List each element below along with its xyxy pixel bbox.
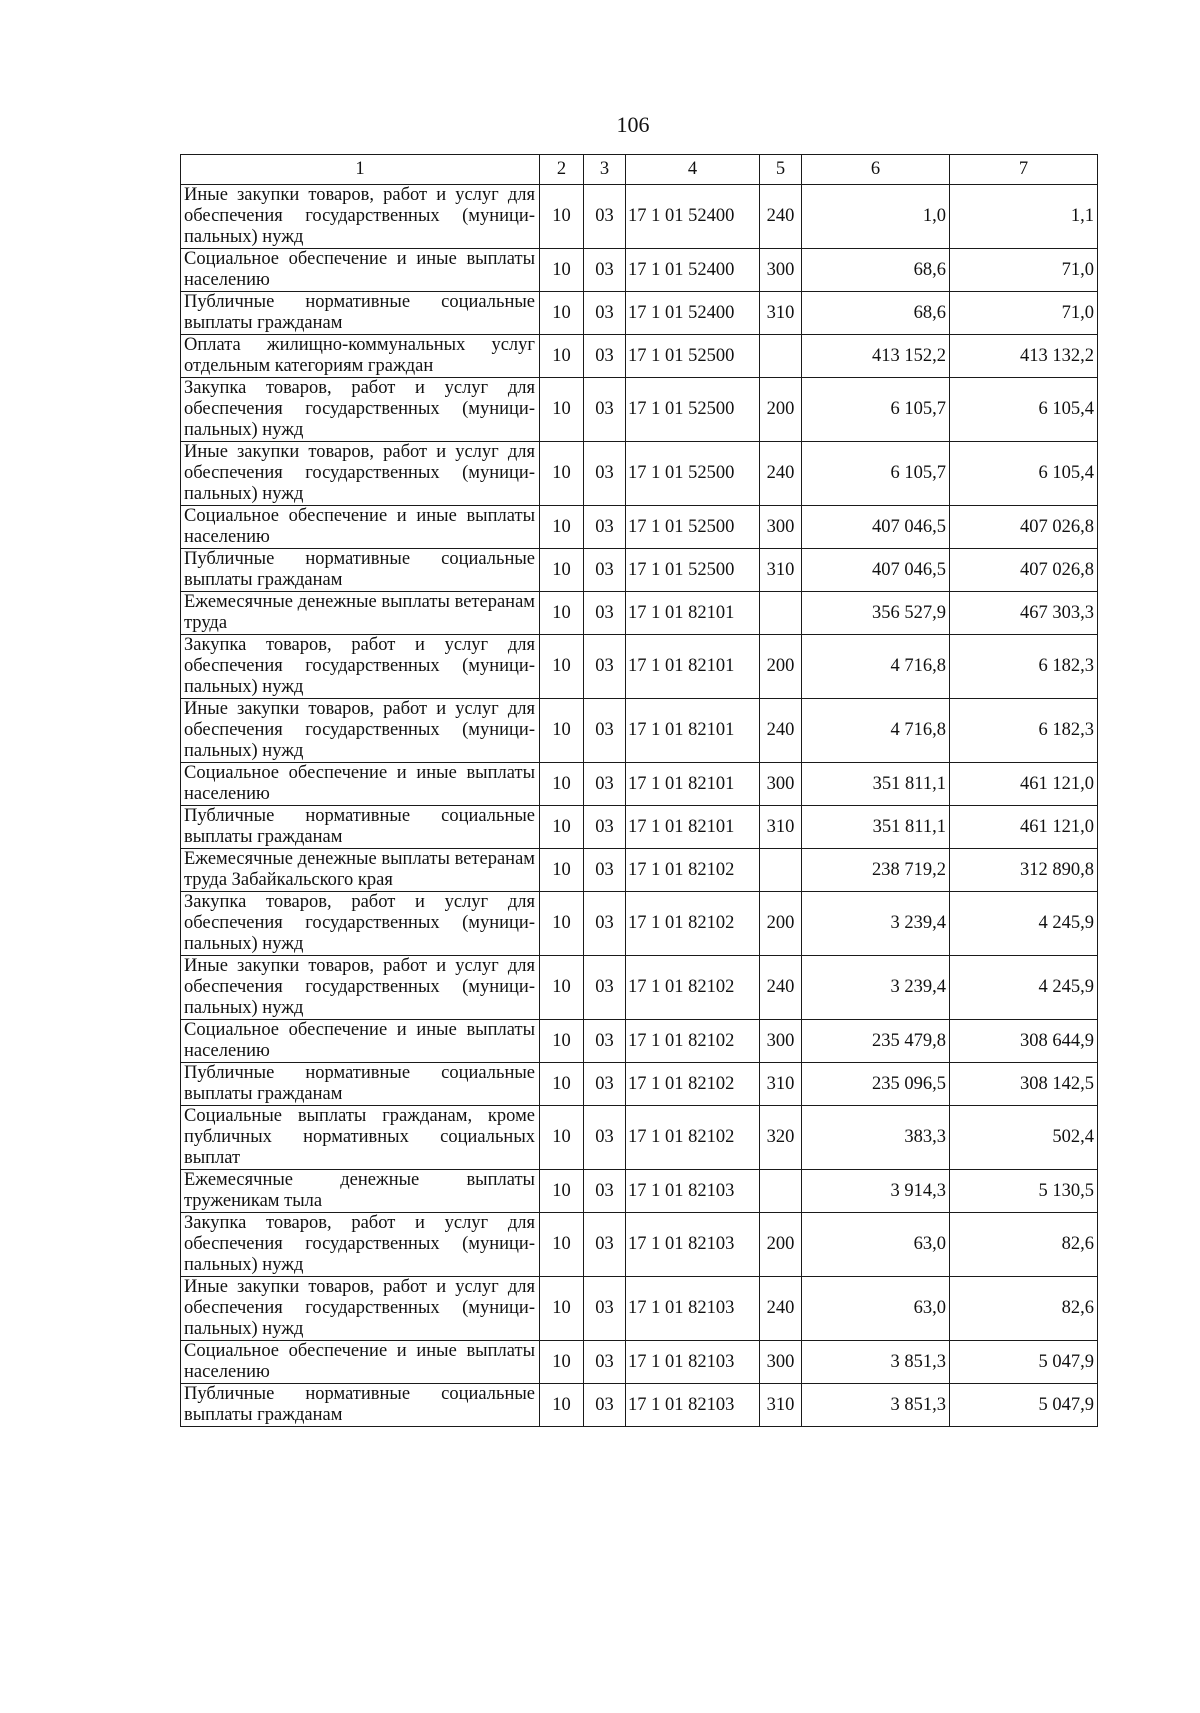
section-code: 10	[540, 763, 584, 806]
table-row	[181, 806, 1098, 849]
row-name: Иные закупки товаров, работ и услуг для обеспечения государственных (муници-пальных) нужд	[181, 699, 540, 763]
target-article-code: 17 1 01 82101	[626, 763, 760, 806]
expense-type-code: 300	[760, 1341, 802, 1384]
table-row	[181, 1170, 1098, 1213]
amount-col-7: 6 182,3	[950, 699, 1098, 763]
target-article-code: 17 1 01 82101	[626, 592, 760, 635]
target-article-code: 17 1 01 52500	[626, 335, 760, 378]
expense-type-code: 310	[760, 292, 802, 335]
amount-col-7: 5 047,9	[950, 1341, 1098, 1384]
table-row	[181, 849, 1098, 892]
row-name: Публичные нормативные социальные выплаты гражданам	[181, 1063, 540, 1106]
target-article-code: 17 1 01 52400	[626, 292, 760, 335]
subsection-code: 03	[584, 506, 626, 549]
table-row	[181, 1277, 1098, 1341]
section-code: 10	[540, 635, 584, 699]
row-name: Социальное обеспечение и иные выплаты населению	[181, 763, 540, 806]
expense-type-code	[760, 849, 802, 892]
amount-col-6: 356 527,9	[802, 592, 950, 635]
row-name: Ежемесячные денежные выплаты ветеранам труда	[181, 592, 540, 635]
table-row	[181, 1384, 1098, 1427]
table-row	[181, 335, 1098, 378]
expense-type-code: 200	[760, 635, 802, 699]
amount-col-7: 502,4	[950, 1106, 1098, 1170]
amount-col-6: 3 914,3	[802, 1170, 950, 1213]
row-name: Иные закупки товаров, работ и услуг для обеспечения государственных (муници-пальных) нужд	[181, 1277, 540, 1341]
target-article-code: 17 1 01 52500	[626, 549, 760, 592]
column-header: 7	[950, 155, 1098, 185]
section-code: 10	[540, 249, 584, 292]
amount-col-7: 467 303,3	[950, 592, 1098, 635]
row-name: Ежемесячные денежные выплаты труженикам тыла	[181, 1170, 540, 1213]
expense-type-code: 310	[760, 1384, 802, 1427]
subsection-code: 03	[584, 1384, 626, 1427]
subsection-code: 03	[584, 806, 626, 849]
row-name: Закупка товаров, работ и услуг для обеспечения государственных (муници-пальных) нужд	[181, 378, 540, 442]
amount-col-7: 4 245,9	[950, 956, 1098, 1020]
target-article-code: 17 1 01 82101	[626, 806, 760, 849]
amount-col-7: 308 142,5	[950, 1063, 1098, 1106]
target-article-code: 17 1 01 52500	[626, 378, 760, 442]
subsection-code: 03	[584, 592, 626, 635]
subsection-code: 03	[584, 763, 626, 806]
target-article-code: 17 1 01 52400	[626, 249, 760, 292]
amount-col-7: 461 121,0	[950, 763, 1098, 806]
section-code: 10	[540, 1063, 584, 1106]
section-code: 10	[540, 956, 584, 1020]
target-article-code: 17 1 01 82103	[626, 1384, 760, 1427]
expense-type-code: 320	[760, 1106, 802, 1170]
target-article-code: 17 1 01 82102	[626, 1063, 760, 1106]
target-article-code: 17 1 01 52500	[626, 442, 760, 506]
subsection-code: 03	[584, 1170, 626, 1213]
subsection-code: 03	[584, 1020, 626, 1063]
amount-col-7: 6 105,4	[950, 378, 1098, 442]
table-row	[181, 1213, 1098, 1277]
section-code: 10	[540, 378, 584, 442]
amount-col-7: 308 644,9	[950, 1020, 1098, 1063]
column-header: 6	[802, 155, 950, 185]
section-code: 10	[540, 1106, 584, 1170]
amount-col-6: 351 811,1	[802, 763, 950, 806]
column-header: 1	[181, 155, 540, 185]
subsection-code: 03	[584, 1213, 626, 1277]
column-header: 2	[540, 155, 584, 185]
amount-col-6: 235 096,5	[802, 1063, 950, 1106]
amount-col-7: 82,6	[950, 1213, 1098, 1277]
subsection-code: 03	[584, 849, 626, 892]
target-article-code: 17 1 01 82103	[626, 1213, 760, 1277]
amount-col-6: 407 046,5	[802, 506, 950, 549]
section-code: 10	[540, 506, 584, 549]
amount-col-6: 63,0	[802, 1277, 950, 1341]
expense-type-code	[760, 1170, 802, 1213]
row-name: Социальное обеспечение и иные выплаты населению	[181, 1341, 540, 1384]
section-code: 10	[540, 292, 584, 335]
table-row	[181, 1106, 1098, 1170]
row-name: Публичные нормативные социальные выплаты гражданам	[181, 806, 540, 849]
target-article-code: 17 1 01 82102	[626, 849, 760, 892]
subsection-code: 03	[584, 249, 626, 292]
section-code: 10	[540, 592, 584, 635]
amount-col-6: 3 239,4	[802, 956, 950, 1020]
section-code: 10	[540, 1341, 584, 1384]
amount-col-7: 4 245,9	[950, 892, 1098, 956]
expense-type-code: 300	[760, 249, 802, 292]
row-name: Социальное обеспечение и иные выплаты населению	[181, 1020, 540, 1063]
amount-col-6: 383,3	[802, 1106, 950, 1170]
table-row	[181, 292, 1098, 335]
amount-col-6: 1,0	[802, 185, 950, 249]
amount-col-7: 71,0	[950, 292, 1098, 335]
section-code: 10	[540, 1384, 584, 1427]
target-article-code: 17 1 01 82102	[626, 892, 760, 956]
section-code: 10	[540, 806, 584, 849]
amount-col-7: 1,1	[950, 185, 1098, 249]
section-code: 10	[540, 185, 584, 249]
expense-type-code: 310	[760, 1063, 802, 1106]
row-name: Иные закупки товаров, работ и услуг для обеспечения государственных (муници-пальных) нужд	[181, 956, 540, 1020]
subsection-code: 03	[584, 549, 626, 592]
amount-col-6: 3 851,3	[802, 1341, 950, 1384]
target-article-code: 17 1 01 52400	[626, 185, 760, 249]
target-article-code: 17 1 01 52500	[626, 506, 760, 549]
target-article-code: 17 1 01 82102	[626, 956, 760, 1020]
amount-col-6: 407 046,5	[802, 549, 950, 592]
expense-type-code: 240	[760, 956, 802, 1020]
amount-col-7: 461 121,0	[950, 806, 1098, 849]
amount-col-7: 71,0	[950, 249, 1098, 292]
expense-type-code: 200	[760, 378, 802, 442]
row-name: Социальное обеспечение и иные выплаты населению	[181, 506, 540, 549]
amount-col-7: 407 026,8	[950, 549, 1098, 592]
header-row	[181, 155, 1098, 185]
amount-col-7: 82,6	[950, 1277, 1098, 1341]
section-code: 10	[540, 549, 584, 592]
subsection-code: 03	[584, 1106, 626, 1170]
table-row	[181, 1063, 1098, 1106]
section-code: 10	[540, 1277, 584, 1341]
amount-col-7: 6 105,4	[950, 442, 1098, 506]
expense-type-code: 200	[760, 892, 802, 956]
subsection-code: 03	[584, 1277, 626, 1341]
subsection-code: 03	[584, 378, 626, 442]
table-row	[181, 763, 1098, 806]
expense-type-code: 240	[760, 185, 802, 249]
table-row	[181, 1020, 1098, 1063]
target-article-code: 17 1 01 82102	[626, 1106, 760, 1170]
expense-type-code: 200	[760, 1213, 802, 1277]
expense-type-code: 240	[760, 442, 802, 506]
table-row	[181, 956, 1098, 1020]
table-row	[181, 442, 1098, 506]
expense-type-code: 300	[760, 1020, 802, 1063]
amount-col-6: 68,6	[802, 292, 950, 335]
target-article-code: 17 1 01 82103	[626, 1170, 760, 1213]
section-code: 10	[540, 849, 584, 892]
amount-col-7: 5 047,9	[950, 1384, 1098, 1427]
target-article-code: 17 1 01 82103	[626, 1277, 760, 1341]
section-code: 10	[540, 442, 584, 506]
row-name: Иные закупки товаров, работ и услуг для обеспечения государственных (муници-пальных) нужд	[181, 185, 540, 249]
expense-type-code: 300	[760, 763, 802, 806]
row-name: Закупка товаров, работ и услуг для обеспечения государственных (муници-пальных) нужд	[181, 892, 540, 956]
subsection-code: 03	[584, 699, 626, 763]
table-row	[181, 506, 1098, 549]
amount-col-6: 4 716,8	[802, 699, 950, 763]
row-name: Оплата жилищно-коммунальных услуг отдельным категориям граждан	[181, 335, 540, 378]
amount-col-6: 413 152,2	[802, 335, 950, 378]
section-code: 10	[540, 1020, 584, 1063]
expense-type-code: 240	[760, 1277, 802, 1341]
table-row	[181, 592, 1098, 635]
section-code: 10	[540, 335, 584, 378]
subsection-code: 03	[584, 292, 626, 335]
amount-col-6: 238 719,2	[802, 849, 950, 892]
subsection-code: 03	[584, 185, 626, 249]
row-name: Ежемесячные денежные выплаты ветеранам труда Забайкальского края	[181, 849, 540, 892]
amount-col-7: 6 182,3	[950, 635, 1098, 699]
target-article-code: 17 1 01 82101	[626, 635, 760, 699]
column-header: 3	[584, 155, 626, 185]
amount-col-7: 312 890,8	[950, 849, 1098, 892]
subsection-code: 03	[584, 956, 626, 1020]
table-row	[181, 185, 1098, 249]
amount-col-7: 407 026,8	[950, 506, 1098, 549]
amount-col-6: 235 479,8	[802, 1020, 950, 1063]
amount-col-6: 6 105,7	[802, 378, 950, 442]
table-row	[181, 378, 1098, 442]
table-row	[181, 699, 1098, 763]
column-header: 5	[760, 155, 802, 185]
amount-col-7: 413 132,2	[950, 335, 1098, 378]
budget-table	[180, 154, 1098, 1427]
amount-col-6: 4 716,8	[802, 635, 950, 699]
amount-col-7: 5 130,5	[950, 1170, 1098, 1213]
expense-type-code: 310	[760, 549, 802, 592]
section-code: 10	[540, 892, 584, 956]
amount-col-6: 6 105,7	[802, 442, 950, 506]
page-number: 106	[616, 112, 650, 137]
amount-col-6: 68,6	[802, 249, 950, 292]
section-code: 10	[540, 1170, 584, 1213]
amount-col-6: 3 239,4	[802, 892, 950, 956]
table-row	[181, 635, 1098, 699]
expense-type-code: 300	[760, 506, 802, 549]
table-row	[181, 549, 1098, 592]
subsection-code: 03	[584, 335, 626, 378]
amount-col-6: 351 811,1	[802, 806, 950, 849]
section-code: 10	[540, 1213, 584, 1277]
subsection-code: 03	[584, 1063, 626, 1106]
target-article-code: 17 1 01 82103	[626, 1341, 760, 1384]
row-name: Социальное обеспечение и иные выплаты населению	[181, 249, 540, 292]
row-name: Социальные выплаты гражданам, кроме публичных нормативных социальных выплат	[181, 1106, 540, 1170]
row-name: Публичные нормативные социальные выплаты гражданам	[181, 1384, 540, 1427]
amount-col-6: 63,0	[802, 1213, 950, 1277]
row-name: Иные закупки товаров, работ и услуг для обеспечения государственных (муници-пальных) нужд	[181, 442, 540, 506]
subsection-code: 03	[584, 892, 626, 956]
table-row	[181, 892, 1098, 956]
row-name: Публичные нормативные социальные выплаты гражданам	[181, 549, 540, 592]
table-row	[181, 249, 1098, 292]
section-code: 10	[540, 699, 584, 763]
column-header: 4	[626, 155, 760, 185]
target-article-code: 17 1 01 82102	[626, 1020, 760, 1063]
row-name: Закупка товаров, работ и услуг для обеспечения государственных (муници-пальных) нужд	[181, 1213, 540, 1277]
subsection-code: 03	[584, 635, 626, 699]
expense-type-code	[760, 335, 802, 378]
expense-type-code: 240	[760, 699, 802, 763]
row-name: Публичные нормативные социальные выплаты гражданам	[181, 292, 540, 335]
row-name: Закупка товаров, работ и услуг для обеспечения государственных (муници-пальных) нужд	[181, 635, 540, 699]
amount-col-6: 3 851,3	[802, 1384, 950, 1427]
subsection-code: 03	[584, 1341, 626, 1384]
target-article-code: 17 1 01 82101	[626, 699, 760, 763]
subsection-code: 03	[584, 442, 626, 506]
expense-type-code	[760, 592, 802, 635]
table-row	[181, 1341, 1098, 1384]
expense-type-code: 310	[760, 806, 802, 849]
